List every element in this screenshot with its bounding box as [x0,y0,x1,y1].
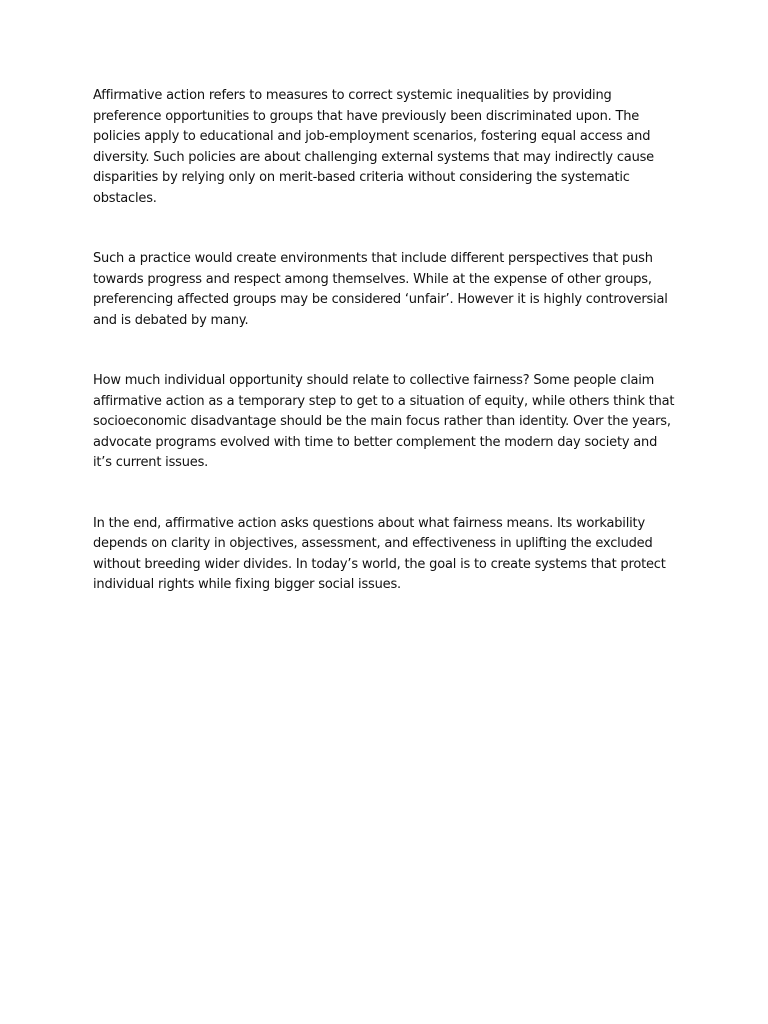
paragraph-3: How much individual opportunity should relate to collective fairness? Some people claim affirmative action as a temporary step to get to a situation of equity, while others think that socioeconomic disadvantage should be the main focus rather than identity. Over the years, advocate programs evolved with time to better complement the modern day society and it’s current issues. [93,373,675,470]
paragraph-4: In the end, affirmative action asks questions about what fairness means. Its workability depends on clarity in objectives, assessment, and effectiveness in uplifting the excluded without breeding wider divides. In today’s world, the goal is to create systems that protect individual rights while fixing bigger social issues. [93,515,666,592]
document-body [93,86,675,636]
paragraph-1: Affirmative action refers to measures to correct systemic inequalities by providing preference opportunities to groups that have previously been discriminated upon. The policies apply to educational and job-employment scenarios, fostering equal access and diversity. Such policies are about challenging external systems that may indirectly cause disparities by relying only on merit-based criteria without considering the systematic obstacles. [93,88,654,206]
paragraph-2: Such a practice would create environments that include different perspectives that push towards progress and respect among themselves. While at the expense of other groups, preferencing affected groups may be considered ‘unfair’. However it is highly controversial and is debated by many. [93,251,668,328]
